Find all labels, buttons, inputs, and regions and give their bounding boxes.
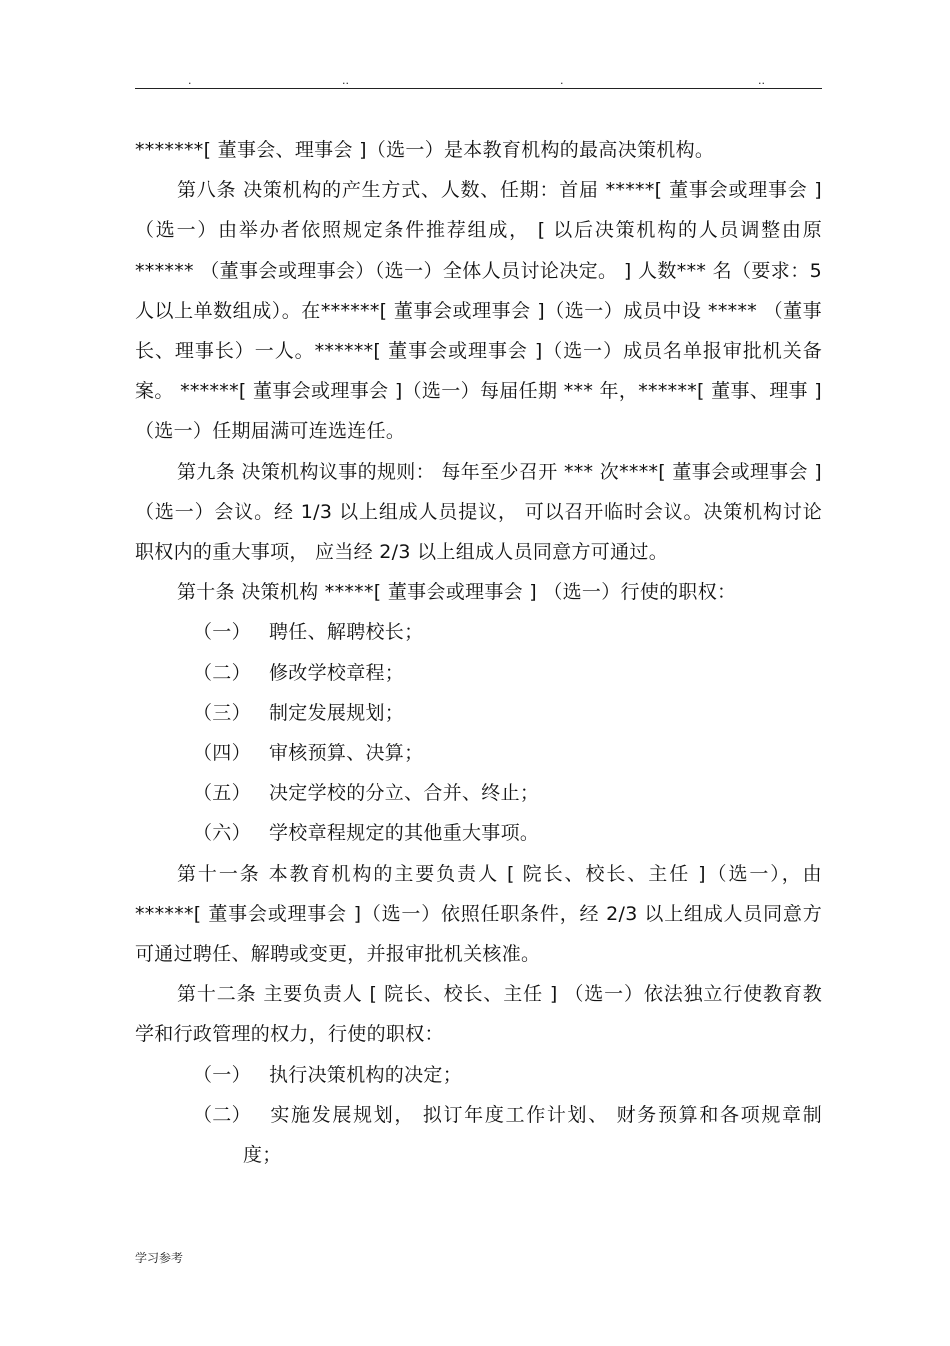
article-11: 第十一条 本教育机构的主要负责人 [ 院长、校长、主任 ]（选一），由******[ 董事会或理事会 ]（选一）依照任职条件，经 2/3 以上组成人员同意方可通过聘任、解聘或变更，并报审批机关核准。 xyxy=(135,862,822,966)
list-item-text: 聘任、解聘校长； xyxy=(269,621,424,644)
list-item xyxy=(135,1055,822,1095)
header-rule xyxy=(135,88,822,89)
list-item xyxy=(135,1095,822,1175)
article-12: 第十二条 主要负责人 [ 院长、校长、主任 ] （选一）依法独立行使教育教学和行政管理的权力，行使的职权： xyxy=(135,983,822,1046)
document-body xyxy=(135,130,822,1175)
list-item xyxy=(135,693,822,733)
list-item-number: （四） xyxy=(193,742,251,765)
paragraph-decision-body: *******[ 董事会、理事会 ]（选一）是本教育机构的最高决策机构。 xyxy=(135,139,715,161)
list-item xyxy=(135,813,822,853)
list-item xyxy=(135,612,822,652)
list-item-text: 学校章程规定的其他重大事项。 xyxy=(269,822,540,845)
list-item-text: 审核预算、决算； xyxy=(269,742,424,765)
list-item-number: （三） xyxy=(193,701,251,724)
list-item-number: （六） xyxy=(193,822,251,845)
footer-label: 学习参考 xyxy=(135,1251,184,1265)
list-item-text: 执行决策机构的决定； xyxy=(269,1063,463,1086)
list-item xyxy=(135,733,822,773)
header-dot-1: . xyxy=(188,74,192,87)
list-item xyxy=(135,653,822,693)
list-item-text: 制定发展规划； xyxy=(269,701,405,724)
list-item-text: 实施发展规划， 拟订年度工作计划、 财务预算和各项规章制度； xyxy=(243,1103,822,1167)
list-item-number: （一） xyxy=(193,621,251,644)
list-item-text: 修改学校章程； xyxy=(269,661,405,684)
header-dot-4: .. xyxy=(758,74,765,87)
article-8: 第八条 决策机构的产生方式、人数、任期：首届 *****[ 董事会或理事会 ]（选一）由举办者依照规定条件推荐组成， [ 以后决策机构的人员调整由原 ****** （董事会或理事会）（选一）全体人员讨论决定。 ] 人数*** 名（要求：5 人以上单数组成）。在******[ 董事会或理事会 ]（选一）成员中设 ***** （董事长、理事长）一人。******[ 董事会或理事会 ]（选一）成员名单报审批机关备案。 ******[ 董事会或理事会 ]（选一）每届任期 *** 年，******[ 董事、理事 ] （选一）任期届满可连选连任。 xyxy=(135,179,822,443)
header-dots xyxy=(135,74,822,86)
list-item-number: （二） xyxy=(193,1103,251,1126)
list-item-number: （一） xyxy=(193,1063,251,1086)
list-item-text: 决定学校的分立、合并、终止； xyxy=(269,782,540,805)
header-dot-3: . xyxy=(560,74,564,87)
article-10: 第十条 决策机构 *****[ 董事会或理事会 ] （选一）行使的职权： xyxy=(177,581,737,604)
list-item-number: （五） xyxy=(193,782,251,805)
list-item-number: （二） xyxy=(193,661,251,684)
header-dot-2: .. xyxy=(342,74,349,87)
list-item xyxy=(135,773,822,813)
article-9: 第九条 决策机构议事的规则： 每年至少召开 *** 次****[ 董事会或理事会 ]（选一）会议。经 1/3 以上组成人员提议， 可以召开临时会议。决策机构讨论职权内的重大事项， 应当经 2/3 以上组成人员同意方可通过。 xyxy=(135,460,822,564)
